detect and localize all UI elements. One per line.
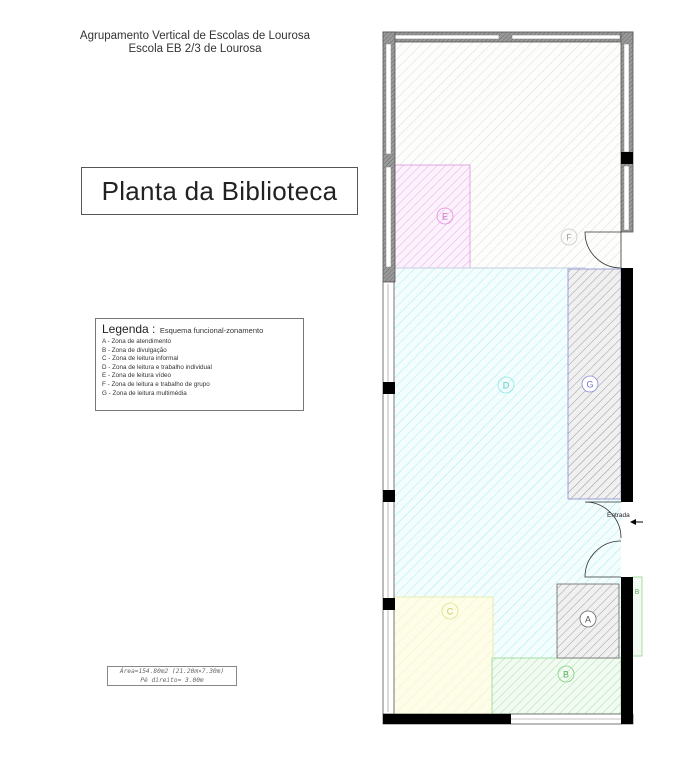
left-window-2: [386, 167, 391, 267]
right-window-2: [624, 166, 629, 230]
legend-title: Legenda :: [102, 322, 156, 336]
right-wall-middle: [621, 268, 633, 502]
zone-label-b-outside-text: B: [634, 589, 640, 596]
left-column-2: [383, 490, 395, 502]
legend-item-a: A - Zona de atendimento: [102, 338, 171, 345]
legend-item-f: F - Zona de leitura e trabalho de grupo: [102, 380, 210, 388]
zone-e-area: [395, 165, 470, 268]
zone-label-g: [582, 376, 598, 392]
legend-item-e: E - Zona de leitura vídeo: [102, 372, 171, 380]
bottom-wall-solid-left: [383, 714, 511, 724]
legend-item-d: D - Zona de leitura e trabalho individual: [102, 363, 212, 371]
zone-c-area: [394, 597, 493, 714]
header-line-1: Agrupamento Vertical de Escolas de Lourosa: [79, 30, 311, 42]
zone-b-area: [492, 658, 621, 714]
zone-label-a: [580, 611, 596, 627]
area-text: Área=154.80m2 (21.20m×7.30m): [119, 668, 225, 675]
legend-item-b: B - Zona de divulgação: [102, 346, 167, 354]
zone-label-e-text: E: [441, 211, 449, 222]
entrance-arrow-icon: [630, 519, 636, 525]
legend-item-g: G - Zona de leitura multimédia: [102, 389, 187, 397]
left-window-1: [386, 44, 391, 154]
zone-label-b-text: B: [562, 669, 570, 680]
top-wall-window-2: [512, 35, 620, 39]
plan-title: Planta da Biblioteca: [101, 175, 338, 206]
left-column-1: [383, 382, 395, 394]
zone-label-f-text: F: [566, 232, 572, 243]
zone-label-g-text: G: [586, 379, 594, 390]
zone-label-b-outside: [635, 589, 640, 596]
top-wall-window: [395, 35, 499, 39]
right-column-1: [621, 152, 633, 164]
right-window-1: [624, 44, 629, 152]
legend-item-c: C - Zona de leitura informal: [102, 355, 179, 363]
zone-label-c-text: C: [446, 606, 454, 617]
ceiling-height-text: Pé direito= 3.00m: [140, 676, 204, 684]
entrance-label: Entrada: [607, 512, 630, 519]
right-wall-lower: [621, 577, 633, 724]
zone-label-a-text: A: [584, 614, 592, 625]
legend-subtitle: Esquema funcional-zonamento: [159, 326, 264, 335]
left-column-3: [383, 598, 395, 610]
header-line-2: Escola EB 2/3 de Lourosa: [128, 43, 262, 55]
zone-label-d-text: D: [502, 380, 510, 391]
